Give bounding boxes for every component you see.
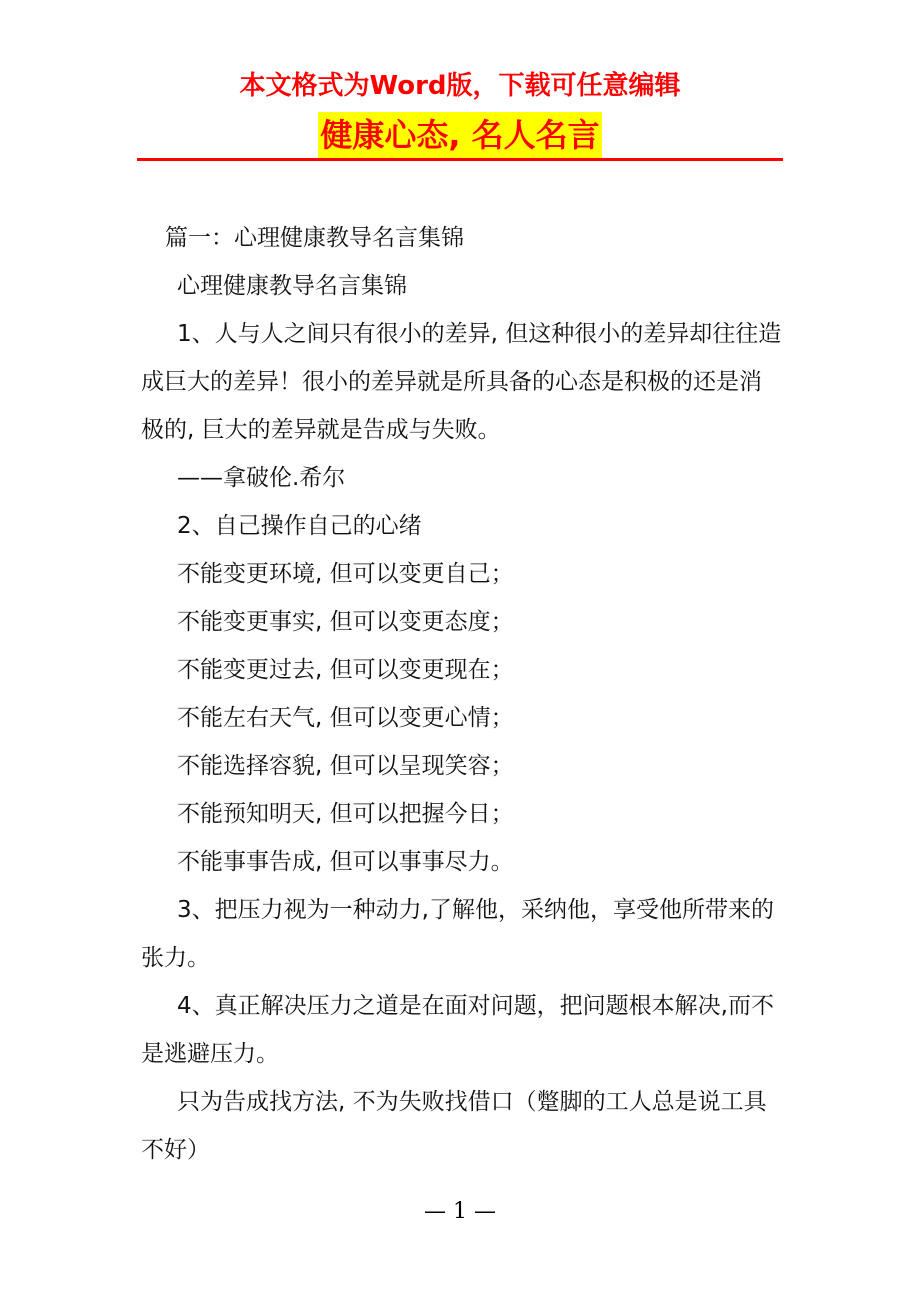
quote-2-line-3: 不能变更过去, 但可以变更现在； xyxy=(177,657,514,683)
section-heading: 篇一：心理健康教导名言集锦 xyxy=(165,225,464,251)
quote-2-line-2: 不能变更事实, 但可以变更态度； xyxy=(177,609,514,635)
title-wrap xyxy=(0,112,920,158)
quote-2-line-1: 不能变更环境, 但可以变更自己； xyxy=(177,561,514,587)
document-title: 健康心态, 名人名言 xyxy=(318,112,601,158)
quote-4: 4、真正解决压力之道是在面对问题，把问题根本解决,而不是逃避压力。 xyxy=(141,993,774,1067)
page-number: — 1 — xyxy=(424,1199,496,1224)
format-notice: 本文格式为Word版，下载可任意编辑 xyxy=(239,71,681,101)
quote-4-followup: 只为告成找方法, 不为失败找借口（蹩脚的工人总是说工具不好） xyxy=(141,1089,767,1163)
quote-2-line-6: 不能预知明天, 但可以把握今日； xyxy=(177,801,514,827)
quote-3: 3、把压力视为一种动力,了解他，采纳他，享受他所带来的张力。 xyxy=(141,897,774,971)
quote-1-attribution: ——拿破伦.希尔 xyxy=(177,465,346,491)
quote-2-line-7: 不能事事告成, 但可以事事尽力。 xyxy=(177,849,514,875)
quote-2-heading: 2、自己操作自己的心绪 xyxy=(177,513,422,539)
subtitle: 心理健康教导名言集锦 xyxy=(177,273,407,299)
quote-2-line-4: 不能左右天气, 但可以变更心情； xyxy=(177,705,514,731)
quote-1: 1、人与人之间只有很小的差异, 但这种很小的差异却往往造成巨大的差异！很小的差异就是所具备的心态是积极的还是消极的, 巨大的差异就是告成与失败。 xyxy=(141,321,782,443)
header-divider xyxy=(137,158,783,161)
document-body xyxy=(141,214,783,1174)
quote-2-line-5: 不能选择容貌, 但可以呈现笑容； xyxy=(177,753,514,779)
